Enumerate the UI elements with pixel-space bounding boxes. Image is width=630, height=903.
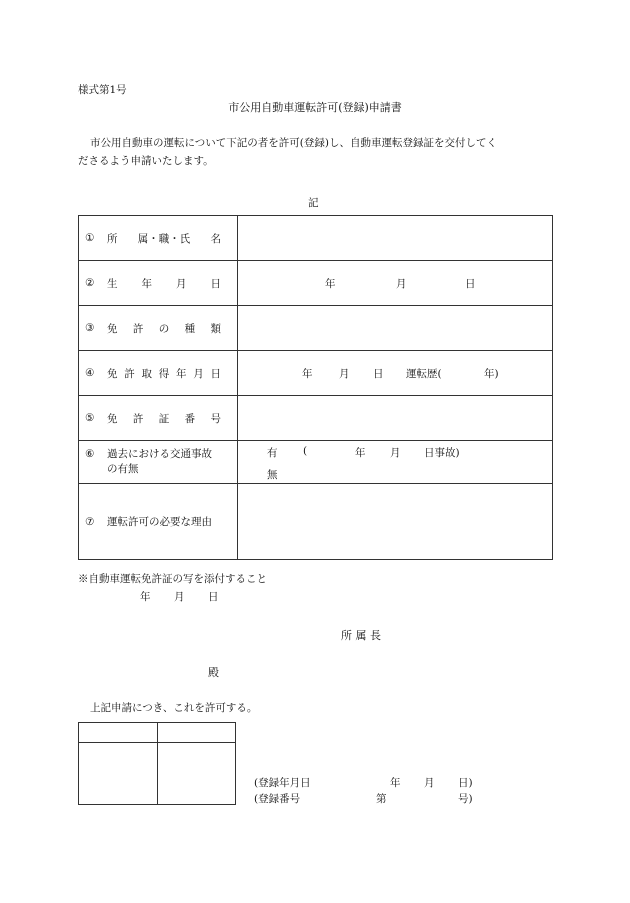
date-year: 年 [140, 591, 151, 603]
registration-number-label: (登録番号 [254, 793, 301, 805]
license-date-field[interactable]: 年 月 日 運転歴( 年) [238, 351, 553, 396]
row-affiliation [79, 216, 553, 261]
license-type-field[interactable] [238, 306, 553, 351]
license-number-field[interactable] [238, 396, 553, 441]
date-month: 月 [174, 591, 185, 603]
row-accident-history [79, 441, 553, 484]
reason-field[interactable] [238, 484, 553, 560]
approval-text: 上記申請につき、これを許可する。 [90, 702, 258, 714]
accident-no-option[interactable]: 無 [267, 469, 278, 481]
birthdate-field[interactable]: 年 月 日 [238, 261, 553, 306]
intro-line-2: ださるよう申請いたします。 [78, 155, 214, 167]
application-table [78, 215, 553, 560]
approval-cell[interactable] [79, 743, 158, 805]
row-birthdate [79, 261, 553, 306]
row-number: ④ [85, 367, 95, 379]
row-number: ⑤ [85, 412, 95, 424]
intro-line-1: 市公用自動車の運転について下記の者を許可(登録)し、自動車運転登録証を交付してく [90, 137, 497, 149]
row-license-number [79, 396, 553, 441]
row-label: 運転許可の必要な理由 [107, 516, 212, 528]
row-number: ① [85, 232, 95, 244]
date-day: 日 [208, 591, 219, 603]
dept-head-label: 所 属 長 [341, 629, 381, 642]
row-label: 免 許 の 種 類 [107, 322, 221, 335]
row-label: 免 許 証 番 号 [107, 412, 221, 425]
ki-heading: 記 [308, 197, 319, 209]
accident-yes-option[interactable]: 有 [267, 447, 278, 459]
row-license-date [79, 351, 553, 396]
form-number: 様式第1号 [78, 84, 127, 96]
row-label: 免 許 取 得 年 月 日 [107, 367, 221, 380]
row-label: 所 属・職・氏 名 [107, 232, 221, 245]
approval-cell[interactable] [157, 723, 236, 743]
row-license-type [79, 306, 553, 351]
row-number: ② [85, 277, 95, 289]
row-number: ⑦ [85, 515, 95, 528]
accident-history-field[interactable]: 有 ( 年 月 日事故) 無 [238, 441, 553, 484]
row-label: 過去における交通事故 の有無 [107, 448, 212, 475]
row-reason [79, 484, 553, 560]
approval-cell[interactable] [157, 743, 236, 805]
driving-history-label: 運転歴( [406, 368, 442, 380]
row-number: ③ [85, 322, 95, 334]
row-label: 生 年 月 日 [107, 277, 221, 290]
dono-label: 殿 [208, 666, 219, 679]
affiliation-field[interactable] [238, 216, 553, 261]
approval-cell[interactable] [79, 723, 158, 743]
form-title: 市公用自動車運転許可(登録)申請書 [228, 101, 402, 114]
approval-stamp-table [78, 722, 236, 805]
registration-date-label: (登録年月日 [254, 777, 311, 789]
attachment-note: ※自動車運転免許証の写を添付すること [78, 573, 267, 585]
row-number: ⑥ [85, 448, 95, 460]
